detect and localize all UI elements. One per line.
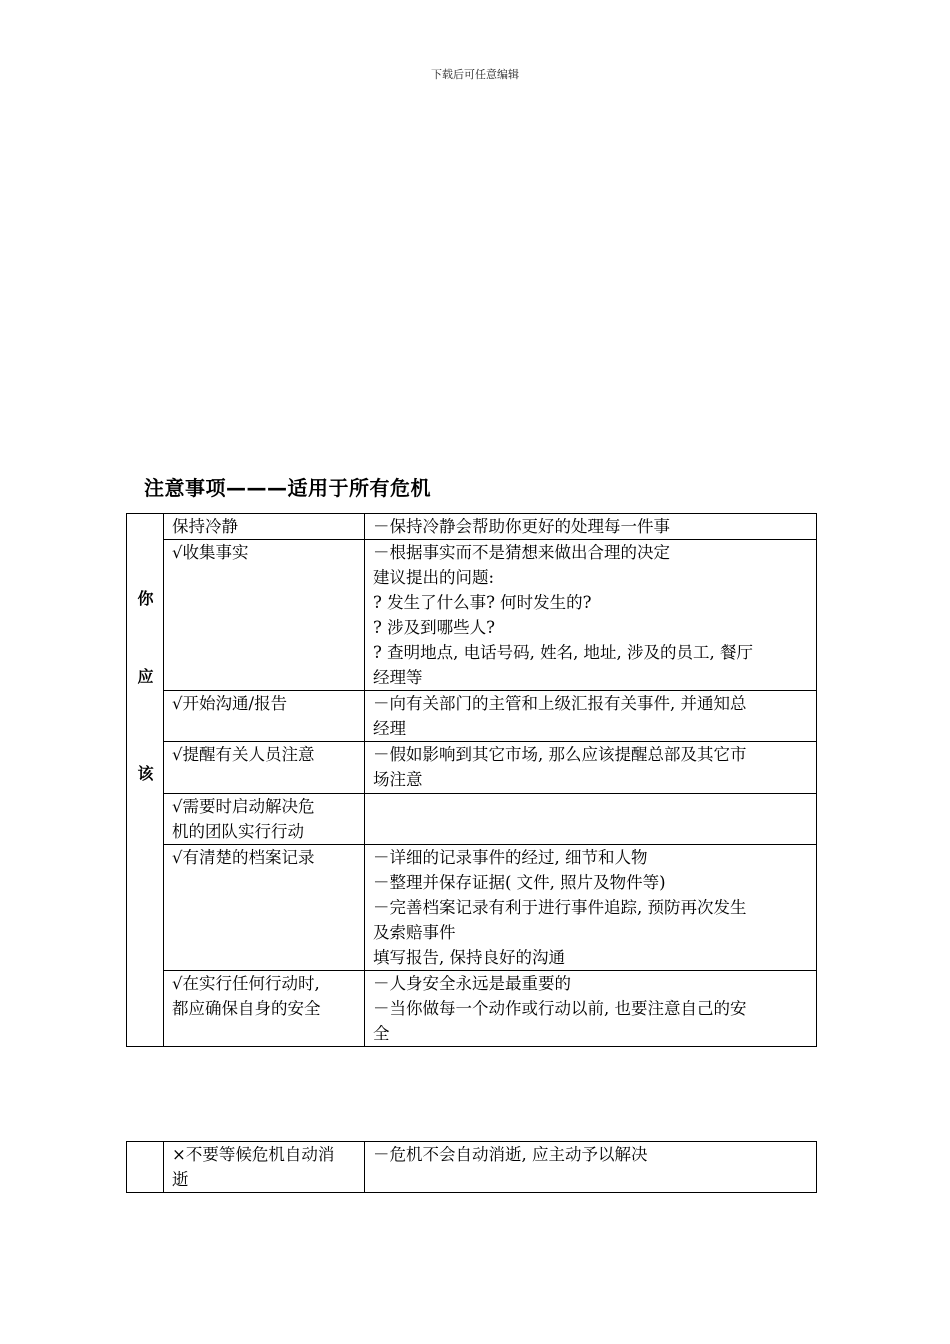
table-row: [127, 540, 817, 691]
action-cell: [164, 691, 365, 742]
detail-line: 场注意: [373, 770, 423, 790]
detail-line: －危机不会自动消逝, 应主动予以解决: [373, 1145, 648, 1164]
detail-line: －向有关部门的主管和上级汇报有关事件, 并通知总: [373, 694, 747, 714]
table-row: [127, 793, 817, 844]
side-label-char: 该: [137, 764, 154, 783]
action-cell: [164, 514, 365, 540]
detail-line: －假如影响到其它市场, 那么应该提醒总部及其它市: [373, 745, 747, 765]
action-line: 逝: [172, 1170, 189, 1189]
detail-line: －人身安全永远是最重要的: [373, 973, 571, 993]
detail-line: 建议提出的问题:: [373, 568, 495, 588]
detail-line: －整理并保存证据( 文件, 照片及物件等): [373, 872, 666, 892]
action-cell: [164, 540, 365, 691]
action-line: √需要时启动解决危: [172, 796, 315, 816]
action-line: 保持冷静: [172, 517, 238, 536]
detail-line: 及索赔事件: [373, 922, 456, 942]
action-line: √收集事实: [172, 543, 249, 563]
action-cell: [164, 742, 365, 793]
detail-line: 全: [373, 1023, 390, 1043]
details-cell: [365, 1142, 817, 1193]
table-row: [127, 1142, 817, 1193]
action-cell: [164, 793, 365, 844]
details-cell: [365, 970, 817, 1046]
action-cell: [164, 1142, 365, 1193]
details-cell: [365, 540, 817, 691]
details-cell: [365, 691, 817, 742]
action-cell: [164, 844, 365, 970]
action-line: √提醒有关人员注意: [172, 745, 315, 765]
action-line: ×不要等候危机自动消: [172, 1145, 335, 1164]
detail-line: 经理: [373, 719, 406, 739]
details-cell: [365, 514, 817, 540]
table-row: [127, 844, 817, 970]
detail-line: －保持冷静会帮助你更好的处理每一件事: [373, 517, 670, 536]
dos-table: [126, 513, 817, 1047]
action-line: 都应确保自身的安全: [172, 998, 321, 1018]
details-cell: [365, 793, 817, 844]
detail-line: －完善档案记录有利于进行事件追踪, 预防再次发生: [373, 897, 747, 917]
table-row: [127, 970, 817, 1046]
details-cell: [365, 742, 817, 793]
detail-line: 经理等: [373, 668, 423, 688]
detail-line: ? 发生了什么事? 何时发生的?: [373, 593, 592, 613]
donts-table: [126, 1141, 817, 1193]
detail-line: 填写报告, 保持良好的沟通: [373, 947, 565, 967]
side-label-char: 你: [137, 589, 154, 608]
detail-line: －根据事实而不是猜想来做出合理的决定: [373, 543, 670, 563]
action-line: √在实行任何行动时,: [172, 973, 320, 993]
action-line: 机的团队实行行动: [172, 821, 304, 841]
detail-line: －详细的记录事件的经过, 细节和人物: [373, 847, 648, 867]
detail-line: －当你做每一个动作或行动以前, 也要注意自己的安: [373, 998, 747, 1018]
action-line: √有清楚的档案记录: [172, 847, 315, 867]
details-cell: [365, 844, 817, 970]
page-header: 下载后可任意编辑: [431, 68, 519, 81]
action-line: √开始沟通/报告: [172, 694, 288, 714]
side-label-char: 应: [137, 667, 154, 686]
detail-line: ? 查明地点, 电话号码, 姓名, 地址, 涉及的员工, 餐厅: [373, 643, 754, 663]
table-row: [127, 514, 817, 540]
table-row: [127, 691, 817, 742]
side-label-cell: [127, 1142, 164, 1193]
side-label-cell: [127, 514, 164, 1047]
detail-line: ? 涉及到哪些人?: [373, 618, 495, 638]
page-title: 注意事项———适用于所有危机: [144, 476, 431, 500]
table-row: [127, 742, 817, 793]
action-cell: [164, 970, 365, 1046]
